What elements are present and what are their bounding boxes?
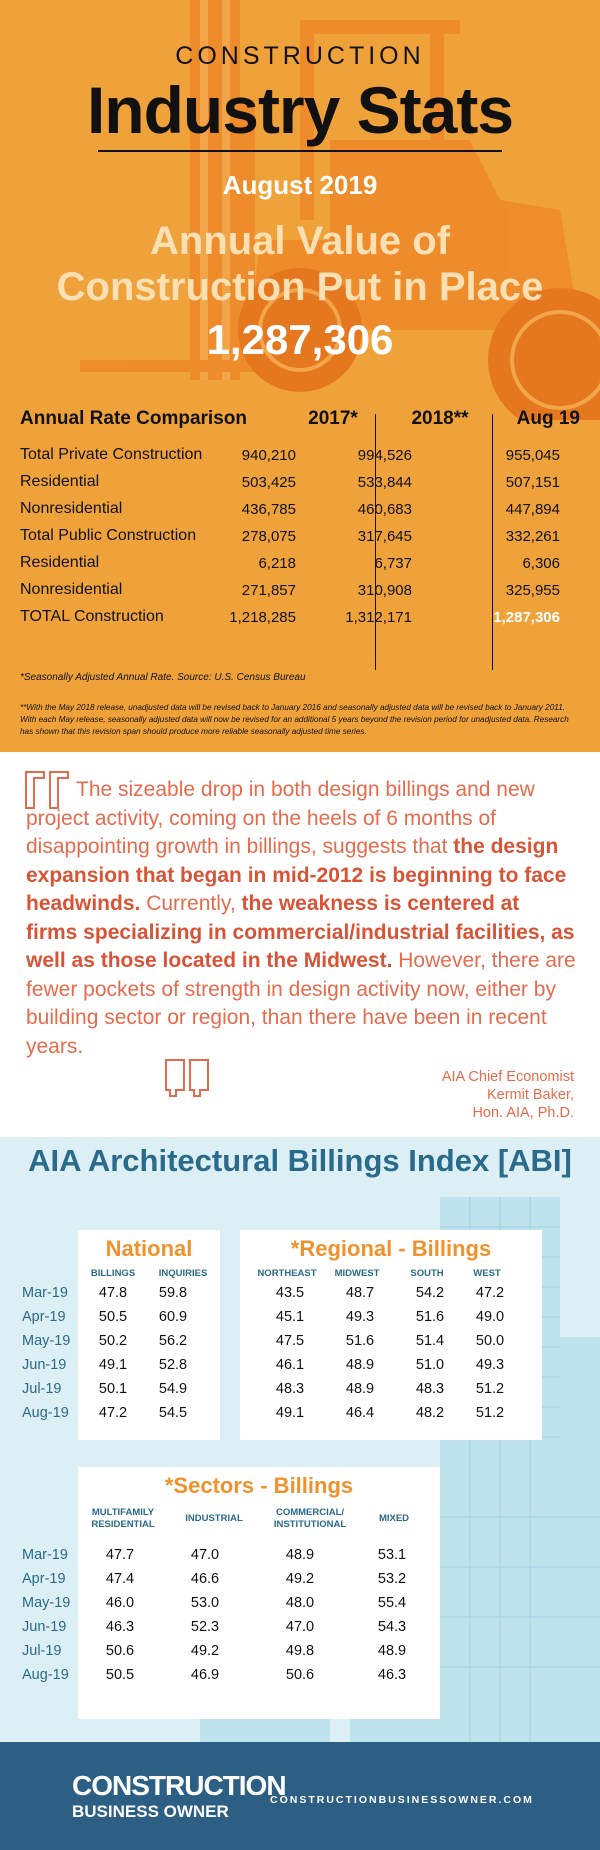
rate-row-label: Residential	[20, 473, 100, 490]
regional-value: 48.3	[415, 1381, 445, 1397]
col-multifamily-line1: MULTIFAMILY	[91, 1507, 155, 1518]
regional-value: 49.0	[475, 1309, 505, 1325]
rate-cell: 940,210	[241, 447, 296, 464]
metric-title	[0, 218, 600, 310]
national-value: 59.8	[158, 1285, 188, 1301]
regional-value: 51.2	[475, 1405, 505, 1421]
rate-row-label: Total Public Construction	[20, 527, 197, 544]
national-value: 56.2	[158, 1333, 188, 1349]
national-value: 50.2	[98, 1333, 128, 1349]
month-label: Jun-19	[22, 1357, 67, 1373]
sector-value: 50.5	[105, 1667, 135, 1683]
rate-table-title: Annual Rate Comparison	[20, 408, 247, 429]
footnote-revision: **With the May 2018 release, unadjusted data will be revised back to January 2016 and seasonally adjusted data will be revised back to January 2011. With each May release, seasonally adjusted data will now be revised for an additional 5 years beyond the revision period for unadjusted data. Research has shown that this revision span should produce more reliable seasonally adjusted time series.	[20, 703, 569, 736]
sector-value: 47.7	[105, 1547, 135, 1563]
regional-value: 51.0	[415, 1357, 445, 1373]
col-2018: 2018**	[411, 408, 469, 429]
attribution-name: Kermit Baker,	[486, 1087, 574, 1103]
month-label: Apr-19	[22, 1571, 66, 1587]
rate-cell: 317,645	[357, 528, 412, 545]
col-2017: 2017*	[308, 408, 358, 429]
rate-row-label: Residential	[20, 554, 100, 571]
month-label: Jul-19	[22, 1381, 62, 1397]
regional-value: 46.1	[275, 1357, 305, 1373]
national-value: 47.8	[98, 1285, 128, 1301]
regional-value: 48.2	[415, 1405, 445, 1421]
sectors-title: *Sectors - Billings	[164, 1473, 354, 1498]
quote-bold-1: the design expansion that began in mid-2012 is beginning to face headwinds.	[26, 835, 567, 915]
rate-cell: 6,737	[374, 555, 412, 572]
col-inquiries: INQUIRIES	[158, 1268, 208, 1279]
month-label: May-19	[22, 1595, 71, 1611]
rate-cell: 332,261	[505, 528, 560, 545]
regional-value: 45.1	[275, 1309, 305, 1325]
col-south: SOUTH	[410, 1268, 444, 1279]
regional-value: 46.4	[345, 1405, 375, 1421]
sector-value: 48.9	[377, 1643, 407, 1659]
regional-value: 51.6	[345, 1333, 375, 1349]
col-commercial-line1: COMMERCIAL/	[275, 1507, 345, 1518]
quote-part-3: However, there are fewer pockets of strength in design activity now, either by building sector or region, than there have been in recent years.	[26, 949, 576, 1058]
rate-row-label: TOTAL Construction	[20, 608, 164, 625]
report-month: August 2019	[222, 170, 378, 200]
regional-value: 49.3	[345, 1309, 375, 1325]
sector-value: 47.4	[105, 1571, 135, 1587]
rate-cell: 507,151	[505, 474, 560, 491]
regional-value: 49.3	[475, 1357, 505, 1373]
regional-value: 48.7	[345, 1285, 375, 1301]
rate-row-label: Nonresidential	[20, 581, 123, 598]
col-aug19: Aug 19	[516, 408, 580, 429]
national-value: 60.9	[158, 1309, 188, 1325]
kicker-text: CONSTRUCTION	[175, 42, 425, 70]
month-label: Aug-19	[22, 1667, 69, 1683]
col-multifamily-line2: RESIDENTIAL	[91, 1519, 155, 1530]
brand-logo-line2: BUSINESS OWNER	[72, 1802, 229, 1821]
regional-title: *Regional - Billings	[290, 1236, 492, 1261]
sector-value: 46.3	[377, 1667, 407, 1683]
economist-quote-section	[0, 752, 600, 1137]
regional-value: 47.2	[475, 1285, 505, 1301]
rate-cell: 6,218	[258, 555, 296, 572]
rate-cell: 533,844	[357, 474, 412, 491]
rate-cell: 6,306	[522, 555, 560, 572]
col-commercial-line2: INSTITUTIONAL	[273, 1519, 347, 1530]
sector-value: 49.2	[190, 1643, 220, 1659]
abi-section	[0, 1137, 600, 1742]
national-value: 54.5	[158, 1405, 188, 1421]
regional-value: 51.6	[415, 1309, 445, 1325]
brand-logo-line1: CONSTRUCTION	[72, 1770, 286, 1801]
quote-attribution	[354, 1068, 574, 1122]
footnote-saar: *Seasonally Adjusted Annual Rate. Source: U.S. Census Bureau	[20, 672, 306, 683]
sector-value: 46.0	[105, 1595, 135, 1611]
rate-row-label: Nonresidential	[20, 500, 123, 517]
sector-value: 50.6	[285, 1667, 315, 1683]
rate-cell: 994,526	[357, 447, 412, 464]
sector-value: 55.4	[377, 1595, 407, 1611]
col-mixed: MIXED	[378, 1513, 410, 1524]
regional-value: 48.9	[345, 1357, 375, 1373]
regional-value: 48.3	[275, 1381, 305, 1397]
col-midwest: MIDWEST	[334, 1268, 380, 1279]
sector-value: 46.9	[190, 1667, 220, 1683]
col-commercial-institutional	[262, 1507, 358, 1531]
sector-value: 53.0	[190, 1595, 220, 1611]
month-label: Apr-19	[22, 1309, 66, 1325]
rate-cell: 955,045	[505, 447, 560, 464]
sector-value: 46.3	[105, 1619, 135, 1635]
rate-row-label: Total Private Construction	[20, 446, 203, 463]
regional-value: 54.2	[415, 1285, 445, 1301]
col-northeast: NORTHEAST	[257, 1268, 317, 1279]
metric-title-line2: Construction Put in Place	[56, 265, 544, 309]
national-value: 47.2	[98, 1405, 128, 1421]
close-quote-icon	[164, 1058, 212, 1098]
rate-cell: 278,075	[241, 528, 296, 545]
national-value: 54.9	[158, 1381, 188, 1397]
rate-cell: 436,785	[241, 501, 296, 518]
rate-cell: 271,857	[241, 582, 296, 599]
regional-value: 51.2	[475, 1381, 505, 1397]
col-west: WEST	[473, 1268, 501, 1279]
col-multifamily-residential	[82, 1507, 164, 1531]
rate-cell: 447,894	[505, 501, 560, 518]
regional-value: 51.4	[415, 1333, 445, 1349]
rate-cell: 460,683	[357, 501, 412, 518]
rate-cell: 1,218,285	[229, 609, 296, 626]
month-label: May-19	[22, 1333, 71, 1349]
quote-part-1: The sizeable drop in both design billings and new project activity, coming on the heels of 6 months of disappointing growth in billings, suggests that	[26, 778, 535, 858]
sector-value: 54.3	[377, 1619, 407, 1635]
col-industrial: INDUSTRIAL	[185, 1513, 243, 1524]
regional-value: 43.5	[275, 1285, 305, 1301]
national-value: 49.1	[98, 1357, 128, 1373]
quote-text	[26, 776, 576, 1061]
sector-value: 48.9	[285, 1547, 315, 1563]
month-label: Jul-19	[22, 1643, 62, 1659]
quote-part-2: Currently,	[140, 892, 242, 915]
month-label: Mar-19	[22, 1547, 68, 1563]
attribution-credentials: Hon. AIA, Ph.D.	[472, 1105, 574, 1121]
sector-value: 50.6	[105, 1643, 135, 1659]
regional-value: 49.1	[275, 1405, 305, 1421]
regional-value: 50.0	[475, 1333, 505, 1349]
total-value: 1,287,306	[206, 316, 394, 363]
page-title: Industry Stats	[86, 73, 514, 147]
national-value: 52.8	[158, 1357, 188, 1373]
month-label: Jun-19	[22, 1619, 67, 1635]
sector-value: 49.8	[285, 1643, 315, 1659]
sector-value: 49.2	[285, 1571, 315, 1587]
stats-header-section	[0, 0, 600, 752]
sector-value: 52.3	[190, 1619, 220, 1635]
month-label: Aug-19	[22, 1405, 69, 1421]
regional-value: 47.5	[275, 1333, 305, 1349]
footer	[0, 1742, 600, 1850]
sector-value: 53.1	[377, 1547, 407, 1563]
rate-cell: 503,425	[241, 474, 296, 491]
quote-bold-2: the weakness is centered at firms specializing in commercial/industrial facilities, as well as those located in the Midwest.	[26, 892, 575, 972]
abi-title: AIA Architectural Billings Index [ABI]	[28, 1143, 572, 1178]
sector-value: 53.2	[377, 1571, 407, 1587]
metric-title-line1: Annual Value of	[149, 219, 451, 263]
title-divider	[98, 150, 502, 152]
national-title: National	[105, 1236, 193, 1261]
col-billings: BILLINGS	[90, 1268, 136, 1279]
attribution-role: AIA Chief Economist	[441, 1069, 574, 1085]
sector-value: 47.0	[190, 1547, 220, 1563]
website-link[interactable]: CONSTRUCTIONBUSINESSOWNER.COM	[270, 1794, 534, 1806]
month-label: Mar-19	[22, 1285, 68, 1301]
national-value: 50.1	[98, 1381, 128, 1397]
rate-cell: 1,312,171	[345, 609, 412, 626]
sector-value: 46.6	[190, 1571, 220, 1587]
national-value: 50.5	[98, 1309, 128, 1325]
rate-cell: 325,955	[505, 582, 560, 599]
regional-value: 48.9	[345, 1381, 375, 1397]
rate-cell: 310,908	[357, 582, 412, 599]
sector-value: 47.0	[285, 1619, 315, 1635]
sector-value: 48.0	[285, 1595, 315, 1611]
rate-cell: 1,287,306	[493, 609, 560, 626]
